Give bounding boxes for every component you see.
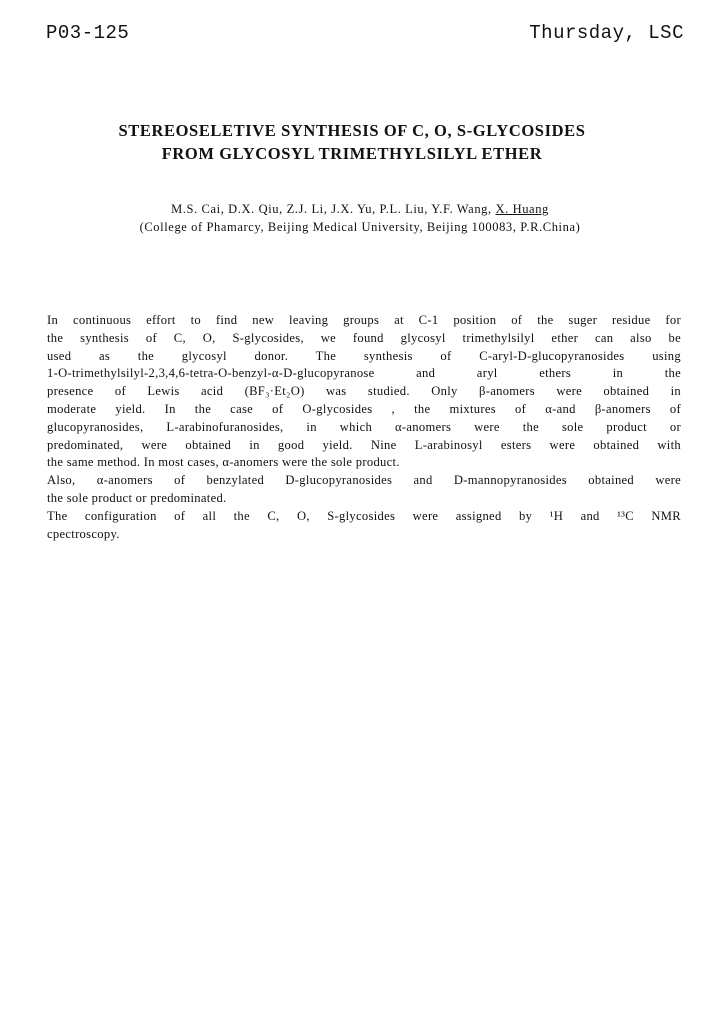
- title-line-2: FROM GLYCOSYL TRIMETHYLSILYL ETHER: [161, 144, 543, 163]
- abstract-line: predominated, were obtained in good yield. Nine L-arabinosyl esters were obtained with: [47, 437, 681, 452]
- abstract-line: presence of Lewis acid (BF₃·Et₂O) was studied. Only β-anomers were obtained in: [47, 384, 681, 399]
- abstract-line: Also, α-anomers of benzylated D-glucopyranosides and D-mannopyranosides obtained were: [47, 473, 681, 488]
- abstract-code: P03-125: [46, 22, 130, 44]
- authors: M.S. Cai, D.X. Qiu, Z.J. Li, J.X. Yu, P.L. Liu, Y.F. Wang,: [171, 202, 492, 216]
- session-label: Thursday, LSC: [529, 22, 684, 44]
- abstract-line: In continuous effort to find new leaving groups at C-1 position of the suger residue for: [47, 313, 681, 327]
- presenting-author: X. Huang: [495, 202, 549, 216]
- abstract-body: [47, 312, 681, 543]
- title-line-1: STEREOSELETIVE SYNTHESIS OF C, O, S-GLYCOSIDES: [118, 121, 586, 140]
- abstract-line: moderate yield. In the case of O-glycosides , the mixtures of α-and β-anomers of: [47, 401, 681, 416]
- abstract-line: cpectroscopy.: [47, 526, 120, 541]
- abstract-line: glucopyranosides, L-arabinofuranosides, in which α-anomers were the sole product or: [47, 419, 681, 434]
- abstract-line: used as the glycosyl donor. The synthesis of C-aryl-D-glucopyranosides using: [47, 348, 681, 363]
- abstract-line: 1-O-trimethylsilyl-2,3,4,6-tetra-O-benzyl-α-D-glucopyranose and aryl ethers in the: [47, 366, 681, 381]
- author-list: [0, 202, 704, 217]
- affiliation: (College of Phamarcy, Beijing Medical University, Beijing 100083, P.R.China): [139, 220, 581, 234]
- abstract-line: The configuration of all the C, O, S-glycosides were assigned by ¹H and ¹³C NMR: [47, 508, 681, 523]
- abstract-line: the synthesis of C, O, S-glycosides, we found glycosyl trimethylsilyl ether can also be: [47, 330, 681, 345]
- abstract-line: the same method. In most cases, α-anomers were the sole product.: [47, 455, 400, 470]
- abstract-line: the sole product or predominated.: [47, 490, 227, 505]
